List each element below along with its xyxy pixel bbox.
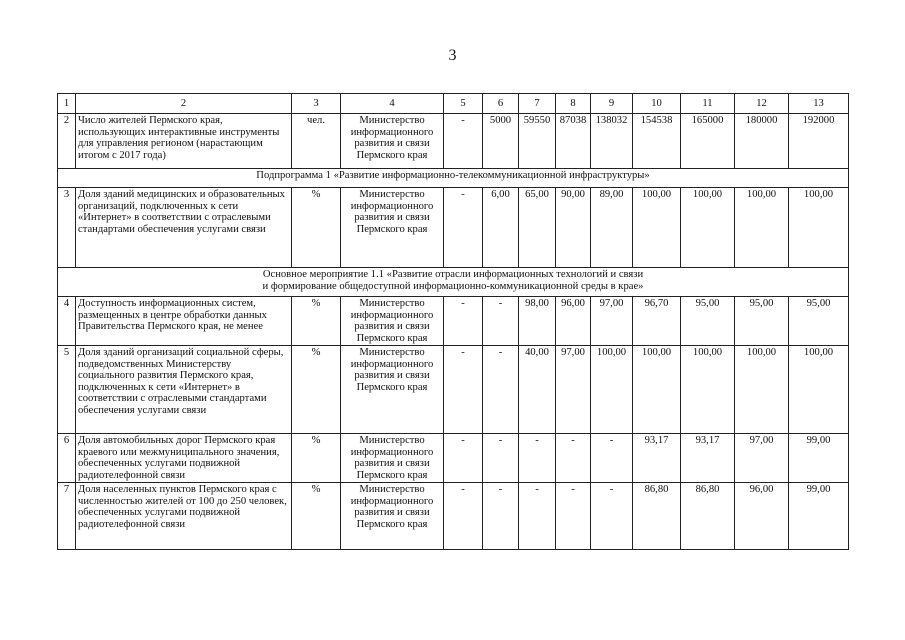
value-cell: 65,00: [519, 188, 556, 268]
value-cell: 100,00: [591, 346, 633, 434]
header-cell: 8: [556, 94, 591, 114]
row-number: 4: [58, 297, 76, 346]
value-cell: 100,00: [681, 188, 735, 268]
subprogram-title: Подпрограмма 1 «Развитие информационно-телекоммуникационной инфраструктуры»: [58, 169, 849, 188]
header-cell: 5: [444, 94, 483, 114]
indicator-name: Доля автомобильных дорог Пермского края краевого или межмуниципального значения, обеспеченных услугами подвижной радиотелефонной связи: [76, 434, 292, 483]
indicator-name: Доля населенных пунктов Пермского края с численностью жителей от 100 до 250 человек, обеспеченных услугами подвижной радиотелефонной связи: [76, 483, 292, 550]
table-row: [58, 483, 849, 550]
responsible-org: Министерство информационного развития и связи Пермского края: [341, 297, 444, 346]
row-number: 6: [58, 434, 76, 483]
unit: %: [292, 297, 341, 346]
table-row: [58, 434, 849, 483]
value-cell: 99,00: [789, 434, 849, 483]
value-cell: 96,00: [735, 483, 789, 550]
header-cell: 11: [681, 94, 735, 114]
table-row: [58, 346, 849, 434]
value-cell: 100,00: [681, 346, 735, 434]
value-cell: 180000: [735, 114, 789, 169]
value-cell: 192000: [789, 114, 849, 169]
value-cell: -: [444, 297, 483, 346]
unit: %: [292, 346, 341, 434]
value-cell: -: [444, 434, 483, 483]
responsible-org: Министерство информационного развития и связи Пермского края: [341, 188, 444, 268]
indicators-table: [57, 93, 849, 550]
value-cell: 93,17: [681, 434, 735, 483]
value-cell: 97,00: [591, 297, 633, 346]
value-cell: 95,00: [735, 297, 789, 346]
value-cell: -: [483, 434, 519, 483]
value-cell: 5000: [483, 114, 519, 169]
page-number: 3: [448, 47, 457, 64]
header-cell: 10: [633, 94, 681, 114]
value-cell: 96,70: [633, 297, 681, 346]
row-number: 7: [58, 483, 76, 550]
row-number: 5: [58, 346, 76, 434]
value-cell: 100,00: [735, 346, 789, 434]
value-cell: 100,00: [789, 188, 849, 268]
unit: чел.: [292, 114, 341, 169]
value-cell: 90,00: [556, 188, 591, 268]
value-cell: -: [591, 434, 633, 483]
main-measure-title-line: Основное мероприятие 1.1 «Развитие отрасли информационных технологий и связи: [262, 269, 644, 280]
indicator-name: Доступность информационных систем, размещенных в центре обработки данных Правительства Пермского края, не менее: [76, 297, 292, 346]
main-measure-title-line: и формирование общедоступной информационно-коммуникационной среды в крае»: [262, 280, 644, 292]
indicator-name: Доля зданий медицинских и образовательных организаций, подключенных к сети «Интернет» в соответствии с отраслевыми стандартами обеспечения услугами связи: [76, 188, 292, 268]
value-cell: -: [591, 483, 633, 550]
indicator-name: Доля зданий организаций социальной сферы, подведомственных Министерству социального развития Пермского края, подключенных к сети «Интернет» в соответствии с отраслевыми стандартами обеспечения услугами связи: [76, 346, 292, 434]
header-cell: 12: [735, 94, 789, 114]
unit: %: [292, 434, 341, 483]
value-cell: 89,00: [591, 188, 633, 268]
value-cell: -: [444, 346, 483, 434]
header-cell: 9: [591, 94, 633, 114]
value-cell: -: [444, 188, 483, 268]
value-cell: -: [519, 434, 556, 483]
value-cell: 86,80: [633, 483, 681, 550]
value-cell: -: [483, 297, 519, 346]
unit: %: [292, 483, 341, 550]
value-cell: -: [483, 346, 519, 434]
value-cell: 100,00: [633, 188, 681, 268]
value-cell: 59550: [519, 114, 556, 169]
value-cell: 93,17: [633, 434, 681, 483]
value-cell: 154538: [633, 114, 681, 169]
row-number: 2: [58, 114, 76, 169]
section-row: [58, 169, 849, 188]
value-cell: 6,00: [483, 188, 519, 268]
value-cell: -: [483, 483, 519, 550]
header-cell: 3: [292, 94, 341, 114]
main-measure-title: [58, 268, 849, 297]
value-cell: 99,00: [789, 483, 849, 550]
value-cell: 98,00: [519, 297, 556, 346]
table-row: [58, 297, 849, 346]
value-cell: -: [444, 483, 483, 550]
section-row: [58, 268, 849, 297]
responsible-org: Министерство информационного развития и связи Пермского края: [341, 434, 444, 483]
header-cell: 6: [483, 94, 519, 114]
value-cell: -: [556, 434, 591, 483]
value-cell: 95,00: [681, 297, 735, 346]
header-cell: 2: [76, 94, 292, 114]
responsible-org: Министерство информационного развития и связи Пермского края: [341, 114, 444, 169]
value-cell: 97,00: [735, 434, 789, 483]
value-cell: -: [556, 483, 591, 550]
header-cell: 7: [519, 94, 556, 114]
table-row: [58, 114, 849, 169]
value-cell: 100,00: [789, 346, 849, 434]
value-cell: 96,00: [556, 297, 591, 346]
value-cell: 87038: [556, 114, 591, 169]
unit: %: [292, 188, 341, 268]
value-cell: 100,00: [633, 346, 681, 434]
value-cell: 138032: [591, 114, 633, 169]
row-number: 3: [58, 188, 76, 268]
column-number-header: [58, 94, 849, 114]
value-cell: 86,80: [681, 483, 735, 550]
value-cell: 100,00: [735, 188, 789, 268]
responsible-org: Министерство информационного развития и связи Пермского края: [341, 346, 444, 434]
responsible-org: Министерство информационного развития и связи Пермского края: [341, 483, 444, 550]
header-cell: 13: [789, 94, 849, 114]
value-cell: 165000: [681, 114, 735, 169]
header-cell: 4: [341, 94, 444, 114]
header-cell: 1: [58, 94, 76, 114]
indicator-name: Число жителей Пермского края, использующих интерактивные инструменты для управления регионом (нарастающим итогом с 2017 года): [76, 114, 292, 169]
value-cell: -: [519, 483, 556, 550]
value-cell: 97,00: [556, 346, 591, 434]
value-cell: 95,00: [789, 297, 849, 346]
value-cell: -: [444, 114, 483, 169]
table-row: [58, 188, 849, 268]
value-cell: 40,00: [519, 346, 556, 434]
